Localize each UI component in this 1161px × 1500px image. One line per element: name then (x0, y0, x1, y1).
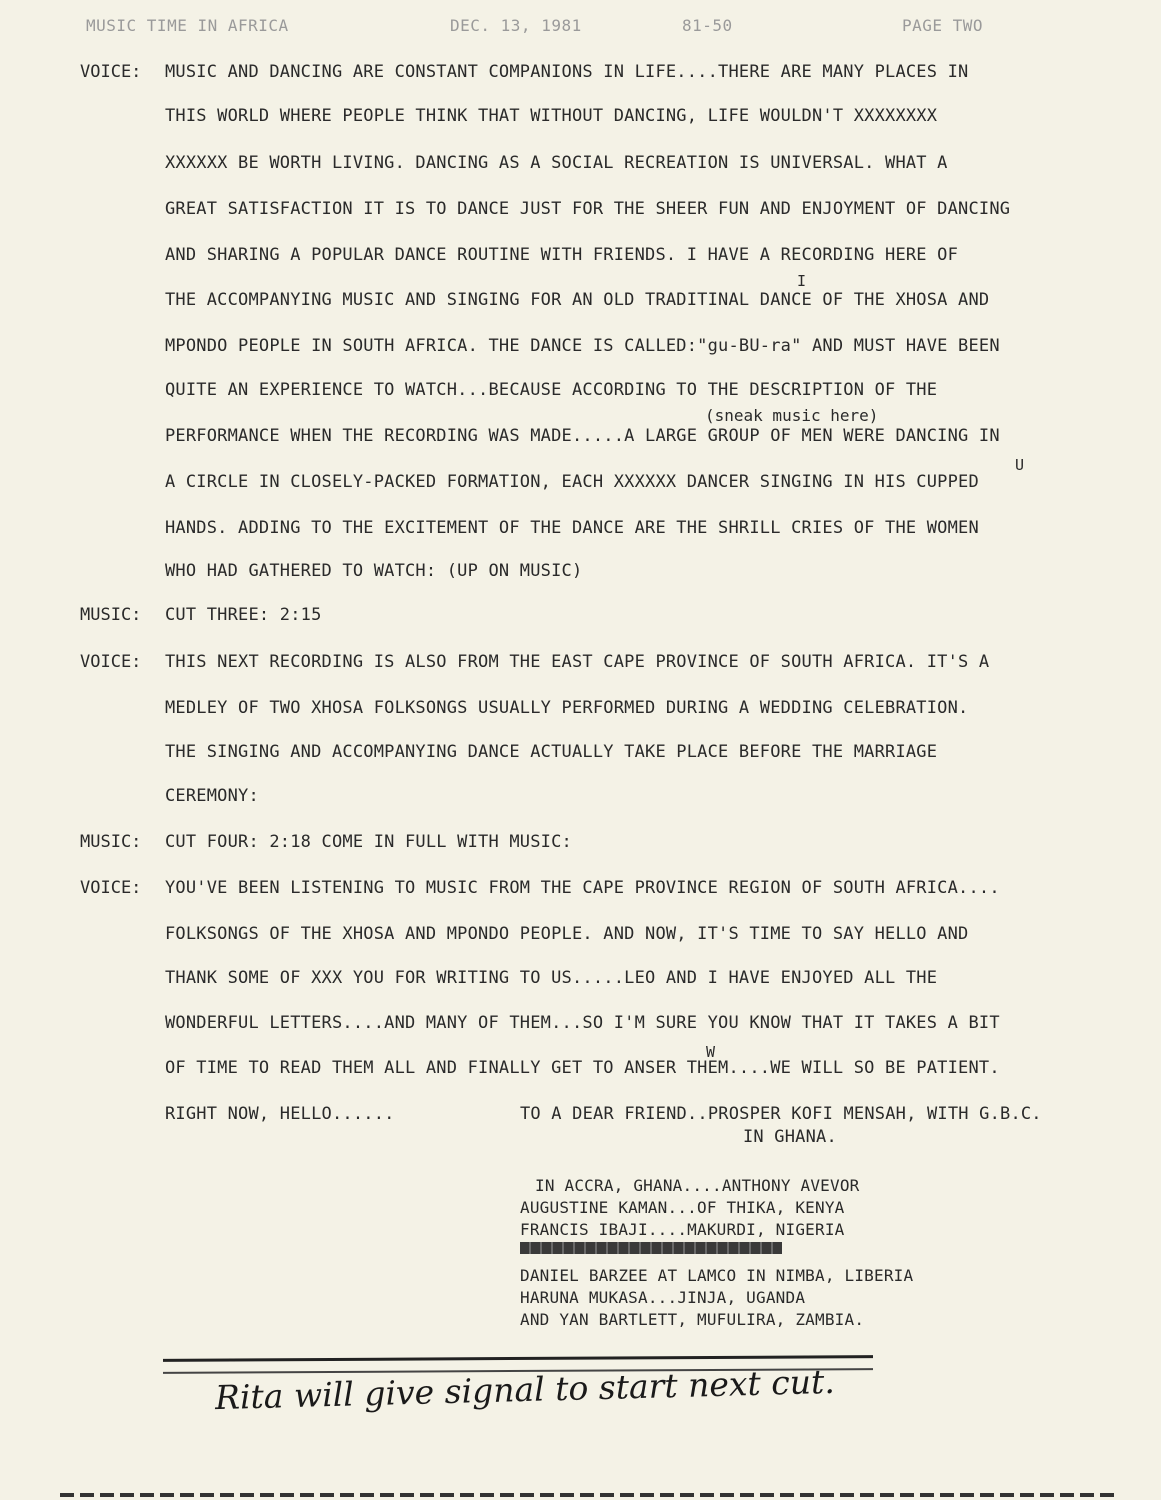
voice-label-2: VOICE: (80, 652, 142, 672)
insert-i: I (797, 272, 807, 290)
greeting-name-6: AND YAN BARTLETT, MUFULIRA, ZAMBIA. (520, 1310, 865, 1329)
voice1-line-7: MPONDO PEOPLE IN SOUTH AFRICA. THE DANCE IS CALLED:"gu-BU-ra" AND MUST HAVE BEEN (165, 336, 1000, 356)
voice1-line-5: AND SHARING A POPULAR DANCE ROUTINE WITH FRIENDS. I HAVE A RECORDING HERE OF (165, 245, 959, 265)
voice1-line-9: PERFORMANCE WHEN THE RECORDING WAS MADE.....A LARGE GROUP OF MEN WERE DANCING IN (165, 426, 1000, 446)
voice2-line-1: THIS NEXT RECORDING IS ALSO FROM THE EAST CAPE PROVINCE OF SOUTH AFRICA. IT'S A (165, 652, 990, 672)
greeting-name-4: DANIEL BARZEE AT LAMCO IN NIMBA, LIBERIA (520, 1266, 914, 1285)
voice3-line-2: FOLKSONGS OF THE XHOSA AND MPONDO PEOPLE. AND NOW, IT'S TIME TO SAY HELLO AND (165, 924, 969, 944)
music-label-2: MUSIC: (80, 832, 142, 852)
voice1-line-12: WHO HAD GATHERED TO WATCH: (UP ON MUSIC) (165, 561, 583, 581)
music-label-1: MUSIC: (80, 605, 142, 625)
voice2-line-4: CEREMONY: (165, 786, 259, 806)
voice3-line-5: OF TIME TO READ THEM ALL AND FINALLY GET TO ANSER THEM....WE WILL SO BE PATIENT. (165, 1058, 1000, 1078)
greeting-name-2: AUGUSTINE KAMAN...OF THIKA, KENYA (520, 1198, 845, 1217)
voice3-line-6: RIGHT NOW, HELLO...... (165, 1104, 395, 1124)
page-bottom-rule (60, 1493, 1120, 1497)
voice1-line-6: THE ACCOMPANYING MUSIC AND SINGING FOR AN OLD TRADITINAL DANCE OF THE XHOSA AND (165, 290, 990, 310)
voice1-line-10: A CIRCLE IN CLOSELY-PACKED FORMATION, EACH XXXXXX DANCER SINGING IN HIS CUPPED (165, 472, 979, 492)
broadcast-date: DEC. 13, 1981 (450, 16, 582, 35)
voice1-line-3: XXXXXX BE WORTH LIVING. DANCING AS A SOCIAL RECREATION IS UNIVERSAL. WHAT A (165, 153, 948, 173)
music-cue-2: CUT FOUR: 2:18 COME IN FULL WITH MUSIC: (165, 832, 572, 852)
voice-label-3: VOICE: (80, 878, 142, 898)
insert-w: W (706, 1043, 716, 1061)
handwritten-note: Rita will give signal to start next cut. (214, 1361, 836, 1418)
voice2-line-3: THE SINGING AND ACCOMPANYING DANCE ACTUALLY TAKE PLACE BEFORE THE MARRIAGE (165, 742, 938, 762)
program-title: MUSIC TIME IN AFRICA (86, 16, 289, 35)
music-cue-1: CUT THREE: 2:15 (165, 605, 322, 625)
voice1-line-11: HANDS. ADDING TO THE EXCITEMENT OF THE DANCE ARE THE SHRILL CRIES OF THE WOMEN (165, 518, 979, 538)
greeting-name-3: FRANCIS IBAJI....MAKURDI, NIGERIA (520, 1220, 845, 1239)
voice3-line-4: WONDERFUL LETTERS....AND MANY OF THEM...SO I'M SURE YOU KNOW THAT IT TAKES A BIT (165, 1013, 1000, 1033)
voice2-line-2: MEDLEY OF TWO XHOSA FOLKSONGS USUALLY PERFORMED DURING A WEDDING CELEBRATION. (165, 698, 969, 718)
greeting-name-5: HARUNA MUKASA...JINJA, UGANDA (520, 1288, 806, 1307)
greeting-first: TO A DEAR FRIEND..PROSPER KOFI MENSAH, WITH G.B.C. (520, 1104, 1042, 1124)
voice1-line-2: THIS WORLD WHERE PEOPLE THINK THAT WITHOUT DANCING, LIFE WOULDN'T XXXXXXXX (165, 106, 938, 126)
page-number: PAGE TWO (902, 16, 984, 35)
greeting-name-1: IN ACCRA, GHANA....ANTHONY AVEVOR (535, 1176, 860, 1195)
voice-label-1: VOICE: (80, 62, 142, 82)
struck-out-line (520, 1242, 782, 1254)
voice3-line-3: THANK SOME OF XXX YOU FOR WRITING TO US.....LEO AND I HAVE ENJOYED ALL THE (165, 968, 938, 988)
insert-u: U (1015, 456, 1025, 474)
voice1-line-4: GREAT SATISFACTION IT IS TO DANCE JUST FOR THE SHEER FUN AND ENJOYMENT OF DANCING (165, 199, 1011, 219)
voice1-line-8: QUITE AN EXPERIENCE TO WATCH...BECAUSE ACCORDING TO THE DESCRIPTION OF THE (165, 380, 938, 400)
voice3-line-1: YOU'VE BEEN LISTENING TO MUSIC FROM THE CAPE PROVINCE REGION OF SOUTH AFRICA.... (165, 878, 1000, 898)
voice1-line-1: MUSIC AND DANCING ARE CONSTANT COMPANIONS IN LIFE....THERE ARE MANY PLACES IN (165, 62, 969, 82)
insert-sneak-music: (sneak music here) (705, 406, 879, 425)
greeting-first-cont: IN GHANA. (743, 1127, 837, 1147)
script-number: 81-50 (682, 16, 733, 35)
